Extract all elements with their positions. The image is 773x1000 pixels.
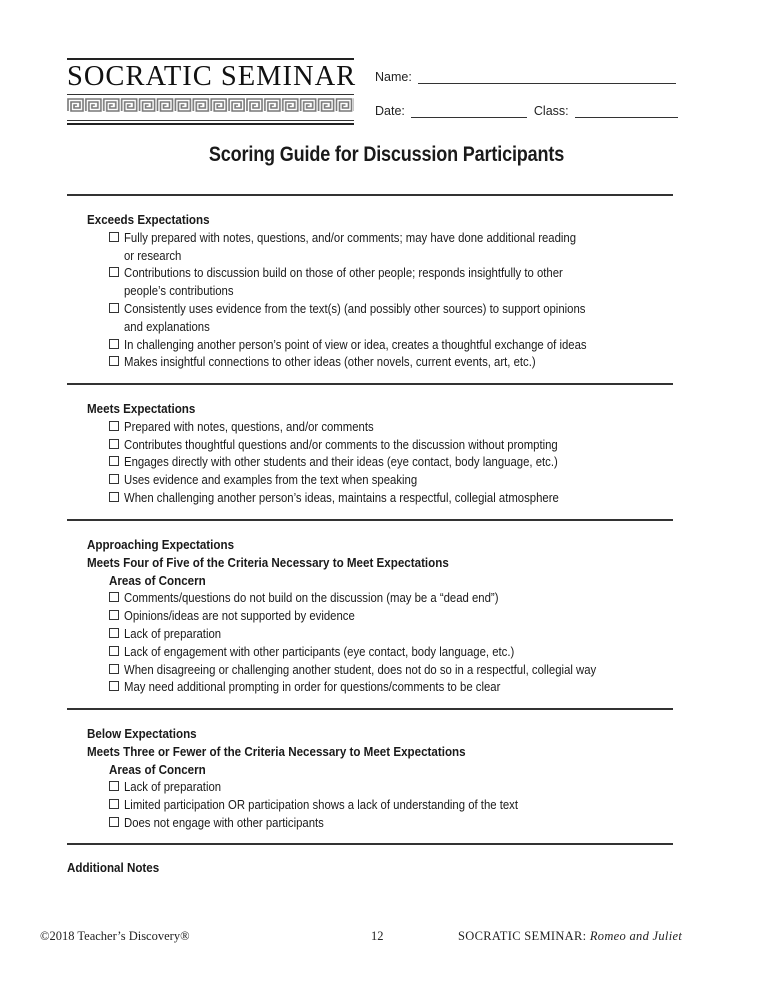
criteria-item[interactable] <box>109 489 630 507</box>
date-class-row <box>375 100 678 118</box>
checkbox[interactable] <box>109 781 119 791</box>
section-approaching-expectations <box>87 536 673 696</box>
divider <box>67 383 673 385</box>
criteria-text: Consistently uses evidence from the text(s) (and possibly other sources) to support opinions <box>124 300 586 316</box>
checkbox[interactable] <box>109 628 119 638</box>
concern-item[interactable] <box>109 625 673 643</box>
footer-series: SOCRATIC SEMINAR: <box>458 929 587 943</box>
criteria-text: Engages directly with other students and their ideas (eye contact, body language, etc.) <box>124 454 558 470</box>
greek-key-border-icon <box>67 98 354 117</box>
criteria-text: In challenging another person’s point of view or idea, creates a thoughtful exchange of ideas <box>124 336 587 352</box>
name-label: Name: <box>375 70 412 84</box>
divider <box>67 843 673 845</box>
logo-bottom-rule-1 <box>67 120 354 121</box>
checkbox[interactable] <box>109 356 119 366</box>
additional-notes-label: Additional Notes <box>67 860 160 875</box>
checkbox[interactable] <box>109 817 119 827</box>
checkbox[interactable] <box>109 474 119 484</box>
section-exceeds-expectations <box>87 211 662 371</box>
concern-text: Comments/questions do not build on the discussion (may be a “dead end”) <box>124 590 499 606</box>
concern-text: Lack of engagement with other participants (eye contact, body language, etc.) <box>124 643 515 659</box>
criteria-text: Contributions to discussion build on those of other people; responds insightfully to other <box>124 265 563 281</box>
criteria-item[interactable] <box>109 264 662 300</box>
logo-bottom-rule-2 <box>67 123 354 125</box>
name-input-line[interactable] <box>418 71 676 84</box>
criteria-text-cont: and explanations <box>124 318 210 334</box>
criteria-text: Uses evidence and examples from the text when speaking <box>124 472 418 488</box>
checkbox[interactable] <box>109 664 119 674</box>
logo-text: SOCRATIC SEMINAR <box>67 61 357 92</box>
checkbox[interactable] <box>109 456 119 466</box>
concern-item[interactable] <box>109 643 673 661</box>
concern-item[interactable] <box>109 661 673 679</box>
checkbox[interactable] <box>109 799 119 809</box>
checkbox[interactable] <box>109 303 119 313</box>
concern-item[interactable] <box>109 607 673 625</box>
section-subheading: Meets Three or Fewer of the Criteria Necessary to Meet Expectations <box>87 743 466 759</box>
class-label: Class: <box>533 104 569 118</box>
concern-text: Lack of preparation <box>124 779 222 795</box>
concern-text: When disagreeing or challenging another student, does not do so in a respectful, collegial way <box>124 661 597 677</box>
checkbox[interactable] <box>109 610 119 620</box>
criteria-item[interactable] <box>109 300 662 336</box>
section-meets-expectations <box>87 400 630 507</box>
divider <box>67 519 673 521</box>
section-subheading: Meets Four of Five of the Criteria Necessary to Meet Expectations <box>87 554 449 570</box>
section-below-expectations <box>87 725 582 832</box>
checkbox[interactable] <box>109 681 119 691</box>
checkbox[interactable] <box>109 646 119 656</box>
criteria-text: Makes insightful connections to other ideas (other novels, current events, art, etc.) <box>124 354 536 370</box>
concern-item[interactable] <box>109 778 582 796</box>
checkbox[interactable] <box>109 232 119 242</box>
concern-text: Lack of preparation <box>124 625 222 641</box>
criteria-text: Prepared with notes, questions, and/or comments <box>124 418 374 434</box>
criteria-text: Fully prepared with notes, questions, and/or comments; may have done additional reading <box>124 229 577 245</box>
logo-top-rule <box>67 58 354 60</box>
section-heading: Approaching Expectations <box>87 537 235 552</box>
page-title: Scoring Guide for Discussion Participants <box>208 143 565 166</box>
footer-copyright: ©2018 Teacher’s Discovery® <box>40 929 190 943</box>
footer-book-info <box>458 929 682 944</box>
section-heading: Exceeds Expectations <box>87 212 210 227</box>
criteria-text: When challenging another person’s ideas, maintains a respectful, collegial atmosphere <box>124 489 559 505</box>
areas-of-concern-label: Areas of Concern <box>109 572 206 588</box>
date-label: Date: <box>375 104 405 118</box>
footer-page-number: 12 <box>371 929 384 943</box>
checkbox[interactable] <box>109 339 119 349</box>
divider <box>67 194 673 196</box>
criteria-item[interactable] <box>109 436 630 454</box>
concern-item[interactable] <box>109 589 673 607</box>
concern-item[interactable] <box>109 796 582 814</box>
section-heading: Meets Expectations <box>87 401 196 416</box>
concern-item[interactable] <box>109 678 673 696</box>
areas-of-concern-label: Areas of Concern <box>109 761 206 777</box>
logo-mid-rule <box>67 94 354 95</box>
criteria-text: Contributes thoughtful questions and/or comments to the discussion without prompting <box>124 436 558 452</box>
criteria-item[interactable] <box>109 453 630 471</box>
section-heading: Below Expectations <box>87 726 197 741</box>
student-info-fields <box>375 66 678 118</box>
criteria-item[interactable] <box>109 353 662 371</box>
name-field[interactable] <box>375 66 678 84</box>
checkbox[interactable] <box>109 492 119 502</box>
socratic-seminar-logo <box>67 58 357 125</box>
criteria-item[interactable] <box>109 471 630 489</box>
concern-text: Does not engage with other participants <box>124 814 324 830</box>
concern-text: Opinions/ideas are not supported by evidence <box>124 608 355 624</box>
checkbox[interactable] <box>109 267 119 277</box>
concern-text: May need additional prompting in order for questions/comments to be clear <box>124 679 501 695</box>
criteria-text-cont: people’s contributions <box>124 283 234 299</box>
footer-book-title: Romeo and Juliet <box>589 929 683 943</box>
concern-item[interactable] <box>109 814 582 832</box>
criteria-item[interactable] <box>109 336 662 354</box>
checkbox[interactable] <box>109 421 119 431</box>
criteria-item[interactable] <box>109 229 662 265</box>
date-input-line[interactable] <box>411 105 527 118</box>
divider <box>67 708 673 710</box>
checkbox[interactable] <box>109 439 119 449</box>
concern-text: Limited participation OR participation shows a lack of understanding of the text <box>124 797 519 813</box>
checkbox[interactable] <box>109 592 119 602</box>
criteria-text-cont: or research <box>124 247 182 263</box>
criteria-item[interactable] <box>109 418 630 436</box>
class-input-line[interactable] <box>575 105 678 118</box>
